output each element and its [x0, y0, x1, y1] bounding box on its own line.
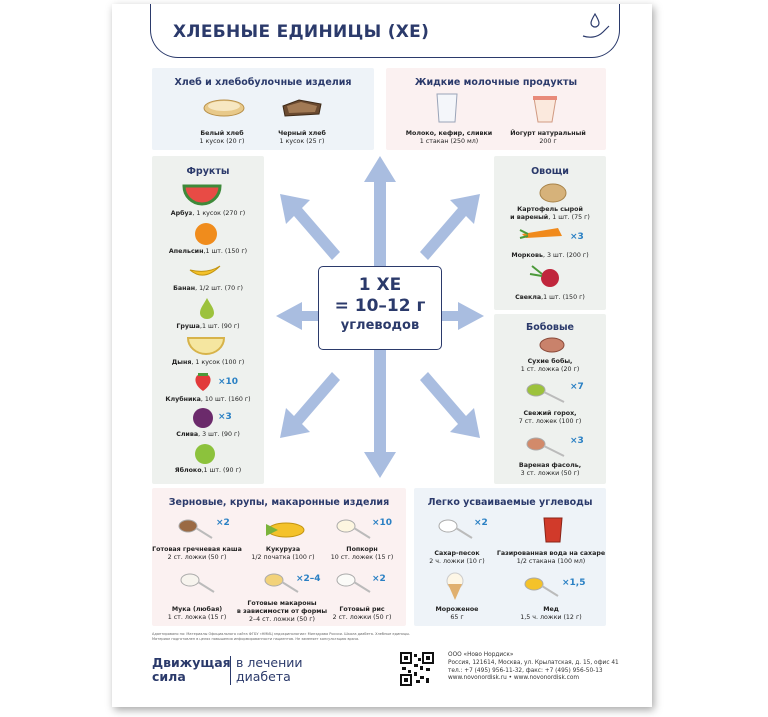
ice-cream-icon	[444, 572, 466, 602]
item-name: Слива	[176, 431, 199, 438]
grain-item	[318, 606, 406, 622]
item-name: Дыня	[171, 359, 192, 366]
tagline-line-1: в лечении	[236, 655, 303, 670]
item-name: Клубника	[165, 396, 201, 403]
soda-glass-icon	[542, 516, 564, 544]
fast-item	[496, 606, 606, 622]
item-amount: , 10 шт. (160 г)	[200, 396, 251, 403]
item-name-2: в зависимости от формы	[236, 608, 328, 616]
multiplier-badge: ×10	[218, 377, 239, 387]
item-amount: , 1/2 шт. (70 г)	[195, 285, 243, 292]
beans-title: Бобовые	[526, 322, 574, 333]
honey-spoon-icon	[524, 574, 560, 598]
item-amount: 1/2 стакана (100 мл)	[516, 558, 586, 566]
item-name: Апельсин	[168, 248, 204, 255]
item-name: Яблоко	[174, 467, 202, 474]
item-amount: 1 ст. ложка (20 г)	[520, 366, 580, 374]
tagline-line-2: диабета	[236, 669, 291, 685]
xe-line-3: углеводов	[340, 318, 420, 333]
footnote-line-2: Материал подготовлен в целях повышения информированности пациентов. Не заменяет консультацию врача.	[152, 636, 360, 641]
item-name: Белый хлеб	[200, 130, 244, 137]
item-name: Кукуруза	[265, 546, 301, 553]
item-name: Вареная фасоль,	[518, 462, 582, 469]
item-name: Газированная вода на сахаре	[496, 550, 606, 557]
item-name: Готовые макароны	[247, 600, 317, 607]
company-info	[448, 652, 619, 683]
item-amount: 7 ст. ложек (100 г)	[518, 418, 582, 426]
item-amount: 2 ч. ложки (10 г)	[429, 558, 485, 566]
item-name: Свежий горох,	[523, 410, 577, 417]
xe-line-2: = 10–12 г	[334, 296, 426, 316]
fast-item	[414, 606, 500, 622]
item-amount: 65 г	[450, 614, 464, 622]
item-amount: , 3 шт. (90 г)	[198, 431, 240, 438]
multiplier-badge: ×1,5	[562, 578, 586, 588]
buckwheat-spoon-icon	[178, 516, 214, 540]
item-name: Арбуз	[170, 210, 193, 217]
flour-spoon-icon	[180, 570, 216, 594]
company-name: ООО «Ново Нордиск»	[448, 652, 514, 658]
item-name: Сухие бобы,	[527, 358, 573, 365]
item-name-2: и вареный	[510, 214, 549, 222]
item-name: Мука (любая)	[171, 606, 223, 613]
pasta-spoon-icon	[264, 570, 300, 594]
grain-item	[232, 600, 332, 625]
grains-title: Зерновые, крупы, макаронные изделия	[168, 497, 390, 508]
item-amount: 1 кусок (25 г)	[279, 138, 325, 146]
multiplier-badge: ×2	[216, 518, 230, 528]
company-web[interactable]: www.novonordisk.ru • www.novonordisk.com	[448, 675, 580, 682]
item-amount: 2 ст. ложки (50 г)	[332, 614, 392, 622]
brand-line-2: сила	[152, 669, 186, 685]
item-name: Сахар-песок	[434, 550, 480, 557]
item-name: Готовая гречневая каша	[152, 546, 242, 553]
item-amount: , 1 шт. (75 г)	[548, 214, 590, 222]
sugar-spoon-icon	[438, 516, 474, 540]
multiplier-badge: ×3	[570, 436, 584, 446]
multiplier-badge: ×3	[570, 232, 584, 242]
multiplier-badge: ×10	[372, 518, 393, 528]
arrow-down-left-icon	[280, 372, 340, 438]
item-amount: ,1 шт. (90 г)	[201, 467, 242, 474]
item-name: Свекла	[515, 294, 542, 301]
grains-section	[152, 488, 406, 626]
qr-code-icon[interactable]	[400, 652, 434, 686]
xe-definition-box	[318, 266, 442, 350]
item-name: Мороженое	[435, 606, 479, 613]
fast-carbs-title: Легко усваиваемые углеводы	[427, 497, 593, 508]
item-amount: , 3 шт. (200 г)	[542, 252, 589, 259]
item-name: Черный хлеб	[278, 130, 326, 137]
arrow-up-icon	[364, 156, 396, 266]
item-amount: 1 ст. ложка (15 г)	[167, 614, 227, 622]
brand-tagline	[230, 656, 303, 685]
multiplier-badge: ×2	[474, 518, 488, 528]
arrow-right-icon	[442, 302, 484, 330]
dairy-title: Жидкие молочные продукты	[414, 77, 578, 88]
grain-item	[318, 546, 406, 562]
corn-icon	[264, 520, 306, 540]
item-amount: 1,5 ч. ложки (12 г)	[520, 614, 582, 622]
multiplier-badge: ×3	[218, 412, 232, 422]
item-amount: 2 ст. ложки (50 г)	[167, 554, 227, 562]
poster-page	[112, 4, 652, 707]
company-address: Россия, 121614, Москва, ул. Крылатская, д. 15, офис 41	[448, 659, 619, 666]
page-title: ХЛЕБНЫЕ ЕДИНИЦЫ (ХЕ)	[173, 22, 430, 42]
company-phone: тел.: +7 (495) 956-11-32, факс: +7 (495) 956-50-13	[448, 667, 603, 674]
footnote	[152, 632, 622, 641]
item-name: Картофель сырой	[517, 206, 583, 213]
item-name: Банан	[173, 285, 196, 292]
fast-item	[414, 550, 500, 566]
fast-item	[496, 550, 606, 566]
arrow-down-right-icon	[420, 372, 480, 438]
grain-item	[238, 546, 328, 562]
item-amount: ,1 шт. (150 г)	[203, 248, 248, 255]
item-amount: , 1 кусок (270 г)	[192, 210, 246, 217]
item-name: Морковь	[511, 252, 543, 259]
item-name: Попкорн	[346, 546, 378, 553]
bread-title: Хлеб и хлебобулочные изделия	[174, 77, 352, 88]
item-amount: 1 стакан (250 мл)	[419, 138, 479, 146]
popcorn-spoon-icon	[336, 516, 372, 540]
item-amount: 10 ст. ложек (15 г)	[330, 554, 394, 562]
rice-spoon-icon	[336, 570, 372, 594]
arrow-up-right-icon	[420, 194, 480, 260]
item-amount: 200 г	[539, 138, 557, 146]
vegetables-title: Овощи	[531, 166, 569, 177]
item-amount: , 1 кусок (100 г)	[191, 359, 245, 366]
grain-item	[152, 606, 242, 622]
item-amount: ,1 шт. (90 г)	[199, 323, 240, 330]
arrow-down-icon	[364, 350, 396, 478]
brand-logo	[152, 656, 231, 685]
multiplier-badge: ×7	[570, 382, 584, 392]
arrow-left-icon	[276, 302, 318, 330]
item-name: Мед	[543, 606, 559, 613]
brand-line-1: Движущая	[152, 655, 231, 670]
item-amount: 1 кусок (20 г)	[199, 138, 245, 146]
fast-carbs-section	[414, 488, 606, 626]
item-name: Груша	[176, 323, 200, 330]
arrow-up-left-icon	[280, 194, 340, 260]
grain-item	[152, 546, 242, 562]
item-amount: 3 ст. ложки (50 г)	[520, 470, 580, 478]
item-amount: 2–4 ст. ложки (50 г)	[249, 616, 315, 624]
multiplier-badge: ×2–4	[296, 574, 321, 584]
footnote-line-1: Адаптировано по: Материалы Официального сайта ФГБУ «НМИЦ эндокринологии» Минздрава России. Школа диабета. Хлебные единицы.	[152, 632, 411, 636]
xe-line-1: 1 ХЕ	[358, 275, 402, 295]
item-name: Молоко, кефир, сливки	[405, 130, 493, 137]
item-name: Готовый рис	[339, 606, 385, 613]
item-amount: ,1 шт. (150 г)	[541, 294, 585, 301]
item-name: Йогурт натуральный	[510, 130, 586, 137]
fruits-title: Фрукты	[186, 166, 230, 177]
item-amount: 1/2 початка (100 г)	[251, 554, 315, 562]
multiplier-badge: ×2	[372, 574, 386, 584]
